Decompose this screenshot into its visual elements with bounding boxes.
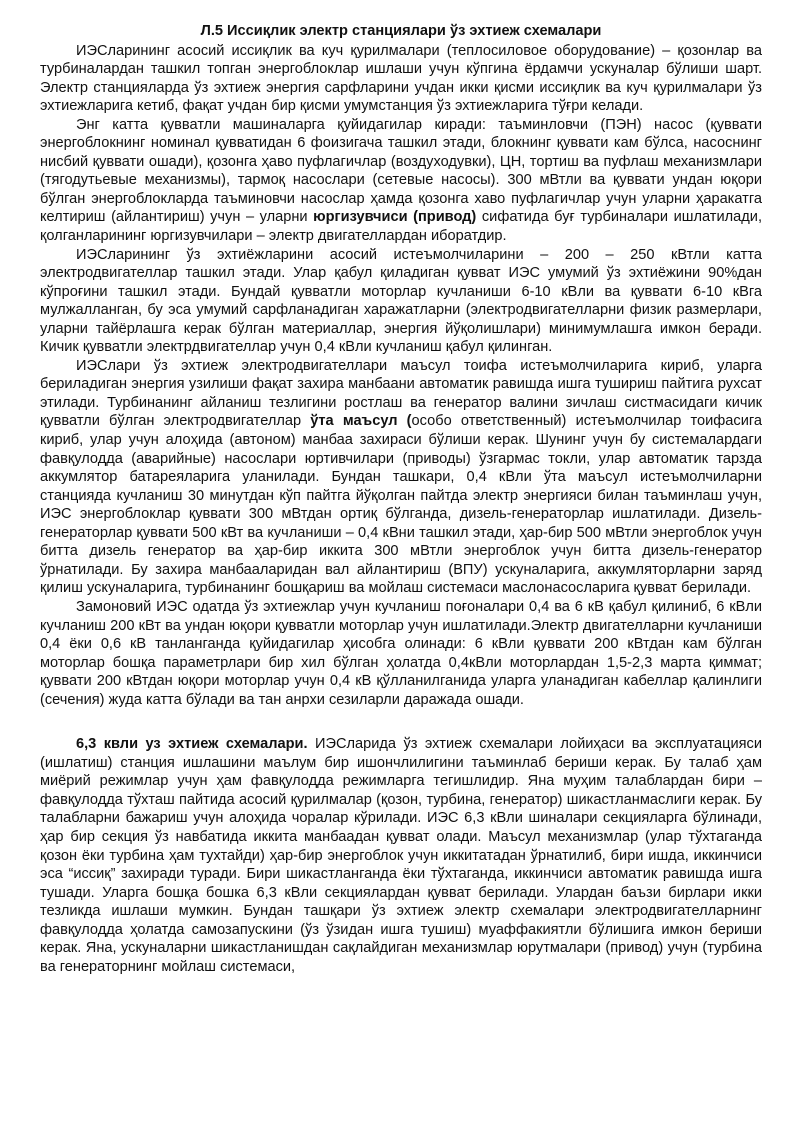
document-page [40,22,762,976]
paragraph-6 [40,735,762,976]
paragraph-6-section-heading: 6,3 квли уз эхтиеж схемалари. [76,736,308,753]
paragraph-3-text: ИЭСларининг ўз эхтиёжларини асосий истеъмолчиларини – 200 – 250 кВтли катта электродвигателлар ташкил этади. Улар қабул қиладиган қувват ИЭС умумий ўз эхтиёжини 90%дан кўпроғини ташкил этади. Бундай қувватли моторлар кучланиши 6-10 кВли ва қуввати 6-10 кВга мулжалланган, бу эса умумий сарфланадиган харажатларни (электродвигателларни физик размерлари, уларни тайёрлашга керак бўлган материаллар, энергия йўқолишлари) минимумлашга имкон беради. Кичик қувватли электрдвигателлар учун 0,4 кВли кучланиш қабул қилинган. [40,246,762,356]
paragraph-4-text-before: ИЭСлари ўз эхтиеж электродвигателлари маъсул тоифа истеъмолчиларига кириб, уларга бериладиган энергия узилиши фақат захира манбаани автоматик равишда ишга тушириш пайтига рухсат этилади. Турбинанинг айланиш тезлигини ростлаш ва генератор валини зичлаш систмасидаги кичик қувватли бўлган электродвигателлар [40,357,762,430]
paragraph-4 [40,357,762,598]
section-spacer [40,709,762,735]
paragraph-6-text-after: ИЭСларида ўз эхтиеж схемалари лойиҳаси ва эксплуатацияси (ишлатиш) станция ишлашини маълум бир ишончлилигини таъминлаб бериши керак. Бу талаб ҳам миёрий режимлар учун ҳам фавқулодда режимларга тегишлидир. Яна муҳим талаблардан бири – фавқулодда тўхташ пайтида асосий қурилмалар (қозон, турбина, генератор) шикастланмаслиги керак. Бу талабларни бажариш учун алоҳида чоралар кўрилади. ИЭС 6,3 кВли шиналари секцияларга бўлинади, ҳар бир секция ўз навбатида иккита манбаадан қувват олади. Маъсул механизмлар (улар тўхтаганда қозон ёки турбина ҳам тухтайди) ҳар-бир энергоблок учун иккитатадан ўрнатилиб, бири ишда, иккинчиси эса “иссиқ” захиради туради. Бири шикастланганда ёки тўхтаганда, иккинчиси автоматик равишда ишга тушади. Уларга бошқа бошка 6,3 кВли секциялардан қувват берилади. Улардан баъзи бирлари икки тезликда ишлаши мумкин. Бундан ташқари ўз эхтиеж электр схемалари электродвигателларнинг фавқулодда ҳолатда самозапускини (ўз ўзидан ишга тушиш) муаффакиятли бўлишига имкон бериши керак. Яна, ускуналарни шикастланишдан сақлайдиган механизмлар юрутмалари (привод) учун (турбина ва генераторнинг мойлаш системаси, [40,736,762,975]
paragraph-1-text: ИЭСларининг асосий иссиқлик ва куч қурилмалари (теплосиловое оборудование) – қозонлар ва турбиналардан ташкил топган энергоблоклар ишлаши учун кўпгина ёрдамчи ускуналар бўлиши шарт. Электр станцияларда ўз эхтиеж энергия сарфларини учдан икки қисми иссиқлик ва куч қурилмалари ўз эхтиежларига кетиб, фақат учдан бир қисми умумстанция ўз эхтиежларига тўғри келади. [40,42,762,115]
paragraph-2-bold-term: юргизувчиси (привод) [313,209,477,226]
paragraph-4-text-after: особо ответственный) истеъмолчилар тоифасига кириб, улар учун алоҳида (автоном) манбаа захираси бўлиши керак. Шунинг учун бу системалардаги фавқулодда (аварийные) насослари юртивчилари (приводы) ўзгармас токли, улар автоматик тарзда аккумлятор батареяларига уланилади. Бундан ташкари, 0,4 кВли ўта маъсул истеъмолчиларни станцияда кучланиш 30 минутдан кўп пайтга йўқолган пайтда электр энергияси билан таъминлаш учун, ИЭС энергоблоклар қуввати 300 мВтдан ортиқ бўлганда, дизель-генераторлар ишлатилади. Дизель-генераторлар қуввати 500 кВт ва кучланиши – 0,4 кВни ташкил этади, ҳар-бир 500 мВтли энергоблок учун битта дизель генератор ва ҳар-бир иккита 300 мВтли энергоблок учун битта дизель-генератор ўрнатилади. Бу захира манбааларидан вал айлантириш (ВПУ) ускуналарига, аккумляторларни заряд қилиш ускуналарига, турбинанинг бошқариш ва мойлаш системаси маслонасосларига қувват берилади. [40,413,762,597]
paragraph-2-text-after: сифатида буғ турбиналари ишлатилади, қолганларининг юргизувчилари – электр двигателлардан иборатдир. [40,209,762,245]
paragraph-1 [40,42,762,116]
document-title: Л.5 Иссиқлик электр станциялари ўз эхтиеж схемалари [200,23,602,39]
paragraph-4-bold-term: ўта маъсул ( [310,413,412,430]
paragraph-5-text: Замоновий ИЭС одатда ўз эхтиежлар учун кучланиш поғоналари 0,4 ва 6 кВ қабул қилиниб, 6 кВли кучланиш 200 кВт ва ундан юқори қувватли моторлар учун ишлатилади.Электр двигателларни кучланиши 0,4 ёки 0,6 кВ танланганда қуйидагилар ҳисобга олинади: 6 кВли қуввати 200 кВтдан кам бўлган моторлар бошқа параметрлари бир хил бўлган ҳолатда 0,4кВли моторлардан 1,5-2,3 марта қиммат; қуввати 200 кВтдан юқори моторлар учун 0,4 кВ қўлланилганида уларга уланадиган кабеллар қалинлиги (сечения) жуда катта бўлади ва тан анрхи сезиларли даражада ошади. [40,598,762,708]
paragraph-3 [40,246,762,357]
paragraph-2-text-before: Энг катта қувватли машиналарга қуйидагилар киради: таъминловчи (ПЭН) насос (қуввати энергоблокнинг номинал қувватидан 6 фоизигача ташкил этади, блокнинг қуввати кам бўлса, насоснинг нисбий қуввати ошади), қозонга ҳаво пуфлагичлар (воздуходувки), ЦН, тортиш ва пуфлаш механизмлари (тягодутьевые механизмы), тармоқ насослари (сетевые насосы). 300 мВтли ва қуввати ундан юқори бўлган энергоблокларда таъминовчи насослар ҳамда қозонга хаво пуфлагичлар учун уларни ҳаракатга келтириш (айлантириш) учун – уларни [40,116,762,226]
paragraph-2 [40,116,762,246]
paragraph-5 [40,598,762,709]
